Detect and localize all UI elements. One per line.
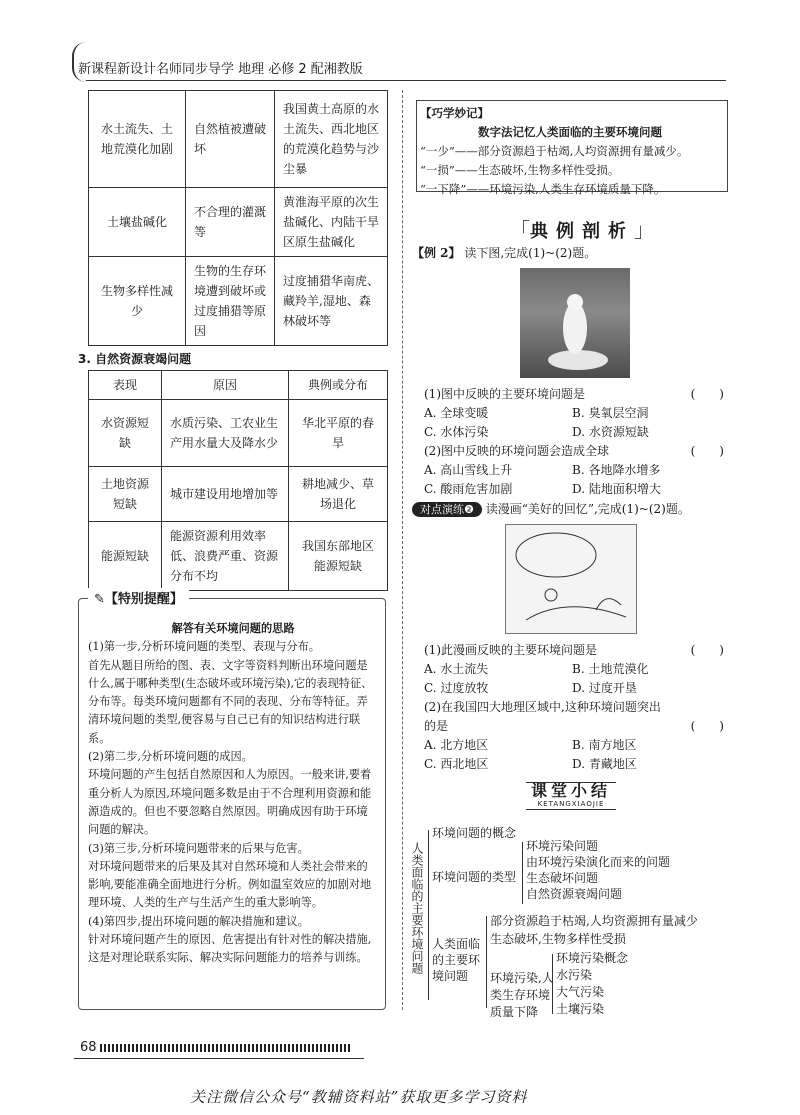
option[interactable]: A. 水土流失 <box>424 662 489 676</box>
drill-questions: (1)此漫画反映的主要环境问题是 ( ) A. 水土流失 B. 土地荒漠化 C. 过度放牧 D. 过度开垦 (2)在我国四大地理区域中,这种环境问题突出 的是 ( ) A. 北方地区 B. 南方地区 C. 西北地区 D. 青藏地区 <box>424 641 724 774</box>
table-row <box>89 522 388 591</box>
table-cell: 水资源短缺 <box>89 400 162 467</box>
column-divider <box>402 90 403 1010</box>
tree-root: 人类面临的主要环境问题 <box>410 842 424 974</box>
option[interactable]: D. 青藏地区 <box>572 757 637 771</box>
example2-prompt: 【例 2】 读下图,完成(1)~(2)题。 <box>412 246 597 260</box>
memo-title: 数字法记忆人类面临的主要环境问题 <box>478 125 662 139</box>
summary-title: 课堂小结 KETANGXIAOJIE <box>530 781 611 808</box>
page-number-bar <box>100 1044 350 1052</box>
option[interactable]: C. 过度放牧 <box>424 681 489 695</box>
table-cell: 能源资源利用效率低、浪费严重、资源分布不均 <box>162 522 289 591</box>
option[interactable]: D. 过度开垦 <box>572 681 637 695</box>
column-header: 原因 <box>162 371 289 400</box>
option[interactable]: B. 臭氧层空洞 <box>572 406 649 420</box>
tip-line: 首先从题目所给的图、表、文字等资料判断出环境问题是什么,属于哪种类型(生态破坏或环境污染),它的表现特征、分布等。每类环境问题都有不同的表现、分布等特征。弄清环境问题的类型,便容易与自己已有的知识结构进行联系。 <box>88 658 373 745</box>
table-cell: 生物的生存环境遭到破坏或过度捕猎等原因 <box>186 257 275 346</box>
cartoon-drawing <box>506 525 636 633</box>
option[interactable]: A. 高山雪线上升 <box>424 463 513 477</box>
polar-bear-photo <box>520 268 630 378</box>
option[interactable]: D. 陆地面积增大 <box>572 482 661 496</box>
table-cell: 土壤盐碱化 <box>89 188 186 257</box>
option[interactable]: C. 西北地区 <box>424 757 489 771</box>
memo-content <box>420 104 720 199</box>
tip-line: (2)第二步,分析环境问题的成因。 <box>88 750 253 764</box>
table-cell: 过度捕猎华南虎、藏羚羊,湿地、森林破坏等 <box>275 257 388 346</box>
table-cell: 生物多样性减少 <box>89 257 186 346</box>
tip-line: 环境问题的产生包括自然原因和人为原因。一般来讲,要着重分析人为原因,环境问题多数是由于不合理利用资源和能源造成的。但也不要忽略自然原因。明确成因有助于环境问题的解决。 <box>88 768 372 837</box>
footer-note: 关注微信公众号“教辅资料站”获取更多学习资料 <box>190 1088 528 1106</box>
tree-node: 环境问题的概念 <box>432 826 517 840</box>
table-cell: 土地资源短缺 <box>89 467 162 522</box>
option[interactable]: D. 水资源短缺 <box>572 425 649 439</box>
page-header: 新课程新设计名师同步导学 地理 必修 2 配湘教版 <box>78 62 363 77</box>
tip-line: (3)第三步,分析环境问题带来的后果与危害。 <box>88 841 309 855</box>
drill-badge: 对点演练❷ <box>412 502 482 517</box>
tree-leaf-group: 环境污染概念 水污染 大气污染 土壤污染 <box>556 951 629 1016</box>
option[interactable]: C. 酸雨危害加剧 <box>424 482 513 496</box>
memo-label: 【巧学妙记】 <box>420 106 489 120</box>
column-header: 典例或分布 <box>289 371 388 400</box>
page-number: 68 <box>80 1040 97 1055</box>
table-cell: 能源短缺 <box>89 522 162 591</box>
memo-line: “一损”——生态破坏,生物多样性受损。 <box>420 163 620 177</box>
table-cell: 水土流失、土地荒漠化加剧 <box>89 91 186 188</box>
polar-bear-illustration <box>520 268 630 378</box>
table-row <box>89 467 388 522</box>
tree-bracket <box>522 842 523 904</box>
section-heading: 3. 自然资源衰竭问题 <box>78 352 192 366</box>
table-cell: 城市建设用地增加等 <box>162 467 289 522</box>
tree-node: 人类面临的主要环境问题 <box>432 937 481 983</box>
summary-tree <box>410 824 730 1019</box>
table-row <box>89 188 388 257</box>
example2-q1: (1)图中反映的主要环境问题是 ( ) A. 全球变暖 B. 臭氧层空洞 C. 水体污染 D. 水资源短缺 (2)图中反映的环境问题会造成全球 ( ) A. 高山雪线上升 B. 各地降水增多 C. 酸雨危害加剧 D. 陆地面积增大 <box>424 385 724 499</box>
drill-prompt: 对点演练❷ 读漫画“美好的回忆”,完成(1)~(2)题。 <box>412 500 690 519</box>
tree-bracket <box>552 954 553 1014</box>
table-cell: 耕地减少、草场退化 <box>289 467 388 522</box>
tree-bracket <box>428 830 429 1000</box>
column-header: 表现 <box>89 371 162 400</box>
option[interactable]: C. 水体污染 <box>424 425 489 439</box>
option[interactable]: A. 全球变暖 <box>424 406 489 420</box>
memo-line: “一下降”——环境污染,人类生存环境质量下降。 <box>420 182 666 196</box>
table-row <box>89 91 388 188</box>
option[interactable]: B. 南方地区 <box>572 738 637 752</box>
table-cell: 自然植被遭破坏 <box>186 91 275 188</box>
tip-content <box>88 620 378 968</box>
table-cell: 不合理的灌溉等 <box>186 188 275 257</box>
tip-line: (4)第四步,提出环境问题的解决措施和建议。 <box>88 914 309 928</box>
page-number-rule <box>74 1058 364 1059</box>
example-section-title: 「典例剖析」 <box>510 218 654 242</box>
tip-line: 针对环境问题产生的原因、危害提出有针对性的解决措施,这是对理论联系实际、解决实际问题能力的培养与训练。 <box>88 933 372 965</box>
memo-line: “一少”——部分资源趋于枯竭,人均资源拥有量减少。 <box>420 144 689 158</box>
tree-node: 环境污染,人类生存环境质量下降 <box>490 971 554 1019</box>
env-problem-table <box>88 90 388 346</box>
option[interactable]: B. 土地荒漠化 <box>572 662 649 676</box>
resource-table <box>88 370 388 591</box>
tip-line: 对环境问题带来的后果及其对自然环境和人类社会带来的影响,要能准确全面地进行分析。例如温室效应的加剧对地理环境、人类的生产与生活产生的重大影响等。 <box>88 859 372 910</box>
table-cell: 我国黄土高原的水土流失、西北地区的荒漠化趋势与沙尘暴 <box>275 91 388 188</box>
option[interactable]: A. 北方地区 <box>424 738 489 752</box>
tip-line: (1)第一步,分析环境问题的类型、表现与分布。 <box>88 640 320 654</box>
option[interactable]: B. 各地降水增多 <box>572 463 661 477</box>
tree-bracket <box>486 916 487 1008</box>
tree-leaf-group: 部分资源趋于枯竭,人均资源拥有量减少 生态破坏,生物多样性受损 <box>490 914 698 946</box>
table-cell: 华北平原的春旱 <box>289 400 388 467</box>
table-cell: 我国东部地区能源短缺 <box>289 522 388 591</box>
tip-title: 解答有关环境问题的思路 <box>171 622 295 635</box>
tip-label: ✎【特别提醒】 <box>88 588 189 607</box>
header-rule <box>86 80 726 81</box>
table-cell: 水质污染、工农业生产用水量大及降水少 <box>162 400 289 467</box>
cartoon-illustration <box>505 524 637 634</box>
table-row <box>89 400 388 467</box>
tree-leaf-group: 环境污染问题 由环境污染演化而来的问题 生态破坏问题 自然资源衰竭问题 <box>526 839 671 901</box>
table-header-row <box>89 371 388 400</box>
pen-icon: ✎ <box>94 592 105 607</box>
table-cell: 黄淮海平原的次生盐碱化、内陆干旱区原生盐碱化 <box>275 188 388 257</box>
tree-node: 环境问题的类型 <box>432 870 517 884</box>
table-row <box>89 257 388 346</box>
